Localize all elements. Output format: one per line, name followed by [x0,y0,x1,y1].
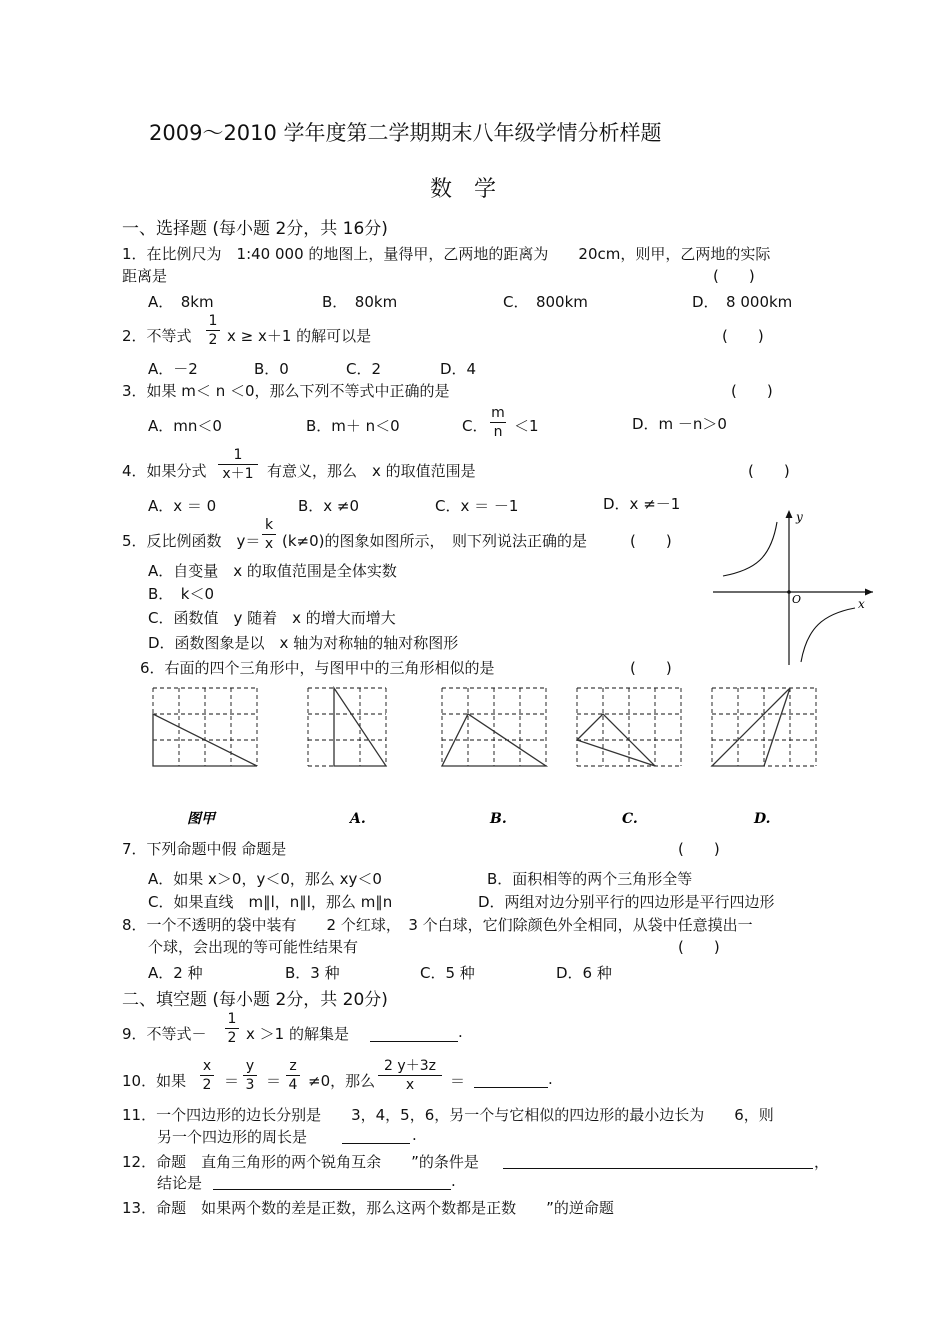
q5-frac-num: k [264,517,274,533]
q10-frac-y-num: y [245,1058,255,1074]
section-heading-fill: 二、填空题 (每小题 2分，共 20分) [122,990,388,1010]
q10-fraction-x [200,1058,214,1093]
subject-heading: 数 学 [430,177,497,202]
q10-fraction-expr [378,1058,442,1093]
grid-label-d: D. [754,811,771,827]
grid-jia [153,688,257,766]
q10-frac-y-den: 3 [245,1077,255,1093]
q8-text: 8．一个不透明的袋中装有 2 个红球， 3 个白球，它们除颜色外全相同，从袋中任意摸出一 [122,916,753,934]
q8-text-2: 个球，会出现的等可能性结果有 [148,938,359,956]
q4-frac-den: x＋1 [222,466,254,482]
hyperbola-branch-lower-right [801,608,855,662]
q1-text-2: 距离是 [122,267,168,285]
q2-option-d: D．4 [440,360,477,378]
q9-frac-den: 2 [227,1030,237,1046]
q12-text-2: 结论是 [157,1174,203,1192]
q5-option-c: C．函数值 y 随着 x 的增大而增大 [148,609,396,627]
grid-label-c: C. [622,811,638,827]
grid-a [308,688,386,766]
q10-eq-1: ＝ [224,1072,240,1090]
q9-text-post: x ＞1 的解集是 [246,1025,349,1043]
q12-text: 12．命题 直角三角形的两个锐角互余 ”的条件是 [122,1153,479,1171]
q10-frac-expr-den: x [405,1077,415,1093]
triangle-grids [140,680,830,830]
q4-answer-paren: ( ) [748,462,790,480]
grid-label-a: A. [350,811,366,827]
q4-text-pre: 4．如果分式 [122,462,207,480]
q8-option-b: B．3 种 [285,964,340,982]
q1-text: 1．在比例尺为 1:40 000 的地图上，量得甲，乙两地的距离为 20cm，则甲，乙两地的实际 [122,245,771,263]
q8-answer-paren: ( ) [678,938,720,956]
origin-point [787,590,791,594]
q7-answer-paren: ( ) [678,840,720,858]
y-axis-arrow-icon [786,510,793,518]
q7-option-d: D．两组对边分别平行的四边形是平行四边形 [478,893,775,911]
q2-option-b: B．0 [254,360,289,378]
section-heading-choice: 一、选择题 (每小题 2分，共 16分) [122,219,388,239]
q5-answer-paren: ( ) [630,532,672,550]
q5-option-b: B． k＜0 [148,585,215,603]
q3-text: 3．如果 m＜ n ＜0，那么下列不等式中正确的是 [122,382,450,400]
q9-text-pre: 9．不等式－ [122,1025,207,1043]
q10-frac-x-num: x [202,1058,212,1074]
q1-option-b: B． 80km [322,293,398,311]
q2-option-a: A．－2 [148,360,198,378]
q11-text: 11．一个四边形的边长分别是 3，4，5，6，另一个与它相似的四边形的最小边长为 6，则 [122,1106,774,1124]
q6-text: 6．右面的四个三角形中，与图甲中的三角形相似的是 [140,659,495,677]
q3-option-c-pre: C． [462,417,488,435]
q10-frac-x-den: 2 [202,1077,212,1093]
q9-end: . [458,1023,463,1041]
y-axis-label: y [796,510,803,524]
q7-option-a: A．如果 x＞0，y＜0，那么 xy＜0 [148,870,382,888]
q7-option-b: B．面积相等的两个三角形全等 [487,870,693,888]
q4-text-post: 有意义，那么 x 的取值范围是 [267,462,476,480]
q5-fraction [262,517,276,552]
q2-text-pre: 2．不等式 [122,327,192,345]
q10-ne-text: ≠0，那么 [308,1072,376,1090]
q10-frac-expr-num: 2 y＋3z [384,1058,436,1074]
q4-option-b: B．x ≠0 [298,497,360,515]
q12-conclusion-blank[interactable] [213,1188,451,1190]
q8-option-d: D．6 种 [556,964,612,982]
page-title: 2009～2010 学年度第二学期期末八年级学情分析样题 [149,121,662,145]
q5-text-pre: 5．反比例函数 y＝ [122,532,261,550]
q3-option-c-fraction [490,405,506,440]
hyperbola-branch-upper-left [723,522,777,576]
q5-option-d: D．函数图象是以 x 轴为对称轴的轴对称图形 [148,634,459,652]
q5-frac-den: x [264,536,274,552]
q9-answer-blank[interactable] [370,1040,458,1042]
q8-option-c: C．5 种 [420,964,475,982]
q2-answer-paren: ( ) [722,327,764,345]
q11-text-2: 另一个四边形的周长是 [157,1128,308,1146]
q4-frac-num: 1 [233,447,243,463]
grid-b [442,688,546,766]
q3-frac-den: n [493,424,503,440]
q2-frac-den: 2 [208,332,218,348]
q6-answer-paren: ( ) [630,659,672,677]
q1-answer-paren: ( ) [713,267,755,285]
origin-label: O [792,593,802,606]
grid-label-jia: 图甲 [187,811,215,827]
q4-option-d: D．x ≠－1 [603,495,681,513]
x-axis-arrow-icon [865,589,873,596]
q3-answer-paren: ( ) [731,382,773,400]
q5-option-a: A．自变量 x 的取值范围是全体实数 [148,562,397,580]
q3-option-c-post: ＜1 [514,417,539,435]
q13-text: 13．命题 如果两个数的差是正数，那么这两个数都是正数 ”的逆命题 [122,1199,614,1217]
q7-option-c: C．如果直线 m∥l，n∥l，那么 m∥n [148,893,393,911]
triangle-d [712,688,790,766]
q10-eq-2: ＝ [266,1072,282,1090]
hyperbola-graph [705,500,885,670]
q12-end: . [451,1172,456,1190]
q10-frac-z-num: z [289,1058,297,1074]
q10-eq-3: ＝ [450,1072,466,1090]
q4-option-c: C．x ＝ －1 [435,497,519,515]
q2-option-c: C．2 [346,360,382,378]
x-axis-label: x [858,597,865,611]
q2-frac-num: 1 [208,313,218,329]
q4-option-a: A．x ＝ 0 [148,497,217,515]
q10-text-pre: 10．如果 [122,1072,187,1090]
grid-label-b: B. [490,811,507,827]
q2-fraction [206,313,220,348]
q10-answer-blank[interactable] [474,1086,548,1088]
q9-frac-num: 1 [227,1011,237,1027]
q4-fraction [218,447,258,482]
q3-frac-num: m [491,405,505,421]
q11-answer-blank[interactable] [342,1142,410,1144]
q1-option-d: D． 8 000km [692,293,793,311]
q10-end: . [548,1070,553,1088]
q12-comma: ， [814,1153,830,1171]
q1-option-c: C． 800km [503,293,588,311]
q8-option-a: A．2 种 [148,964,203,982]
grid-d [712,688,816,766]
q10-fraction-y [243,1058,257,1093]
q9-fraction [225,1011,239,1046]
q7-text: 7．下列命题中假 命题是 [122,840,287,858]
q10-frac-z-den: 4 [288,1077,298,1093]
q3-option-b: B．m＋ n＜0 [306,417,400,435]
q3-option-d: D．m －n＞0 [632,415,727,433]
q3-option-a: A．mn＜0 [148,417,222,435]
q12-condition-blank[interactable] [503,1167,813,1169]
q11-end: . [412,1126,417,1144]
q2-text-post: x ≥ x＋1 的解可以是 [227,327,372,345]
q1-option-a: A． 8km [148,293,214,311]
q5-text-post: (k≠0)的图象如图所示， 则下列说法正确的是 [282,532,588,550]
q10-fraction-z [286,1058,300,1093]
grid-c [577,688,681,766]
